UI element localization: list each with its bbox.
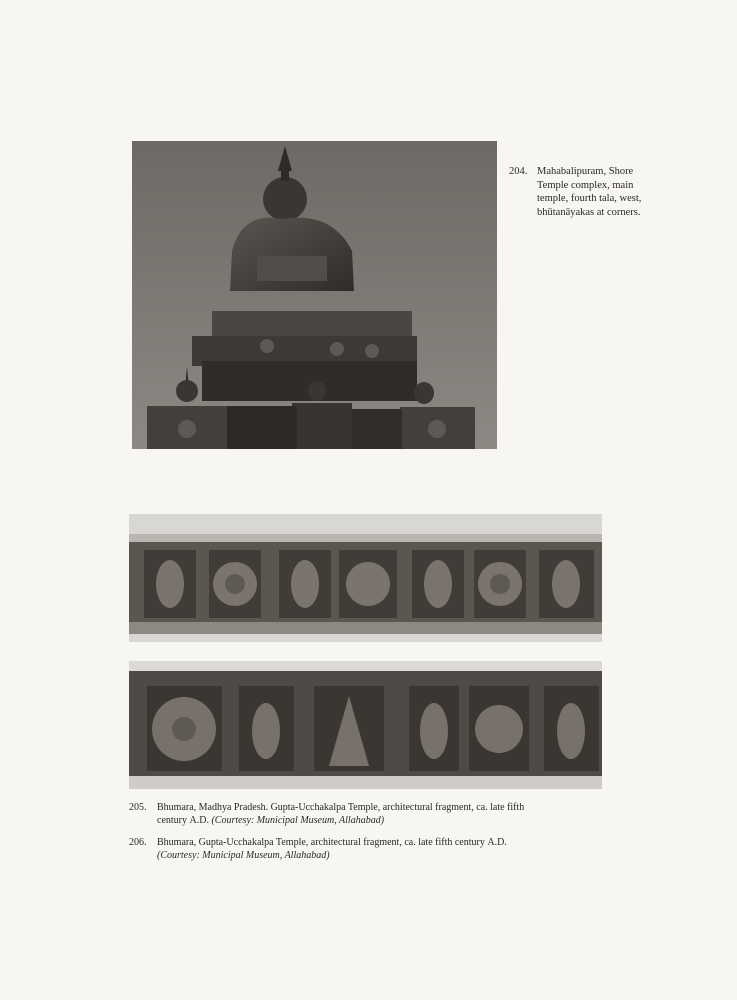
figure-205-caption: [129, 801, 609, 827]
figure-number: 205.: [129, 802, 147, 813]
frieze-photo-bottom: [129, 661, 602, 789]
credit-line: (Courtesy: Municipal Museum, Allahabad): [208, 815, 385, 826]
caption-line: Temple complex, main: [537, 179, 634, 191]
caption-text: Bhumara, Gupta-Ucchakalpa Temple, architectural fragment, ca. late fifth century: [157, 837, 488, 848]
frieze-photo-top: [129, 514, 602, 642]
caption-line: Bhumara, Madhya Pradesh. Gupta-Ucchakalpa Temple, architectural fragment, ca. late fifth: [157, 802, 525, 813]
temple-photo: [132, 141, 497, 449]
figure-206-caption: [129, 836, 609, 862]
figure-number: 206.: [129, 837, 147, 848]
caption-line: Mahabalipuram, Shore: [537, 166, 634, 177]
caption-line: temple, fourth tala, west,: [537, 193, 642, 204]
figure-number: 204.: [509, 166, 528, 177]
caption-text: century: [157, 815, 190, 826]
credit-line: (Courtesy: Municipal Museum, Allahabad): [157, 850, 330, 861]
era-abbrev: A.D.: [189, 815, 209, 826]
caption-line: bhūtanāyakas at corners.: [537, 206, 641, 218]
era-abbrev: A.D.: [487, 837, 507, 848]
figure-204-caption: [509, 165, 669, 219]
